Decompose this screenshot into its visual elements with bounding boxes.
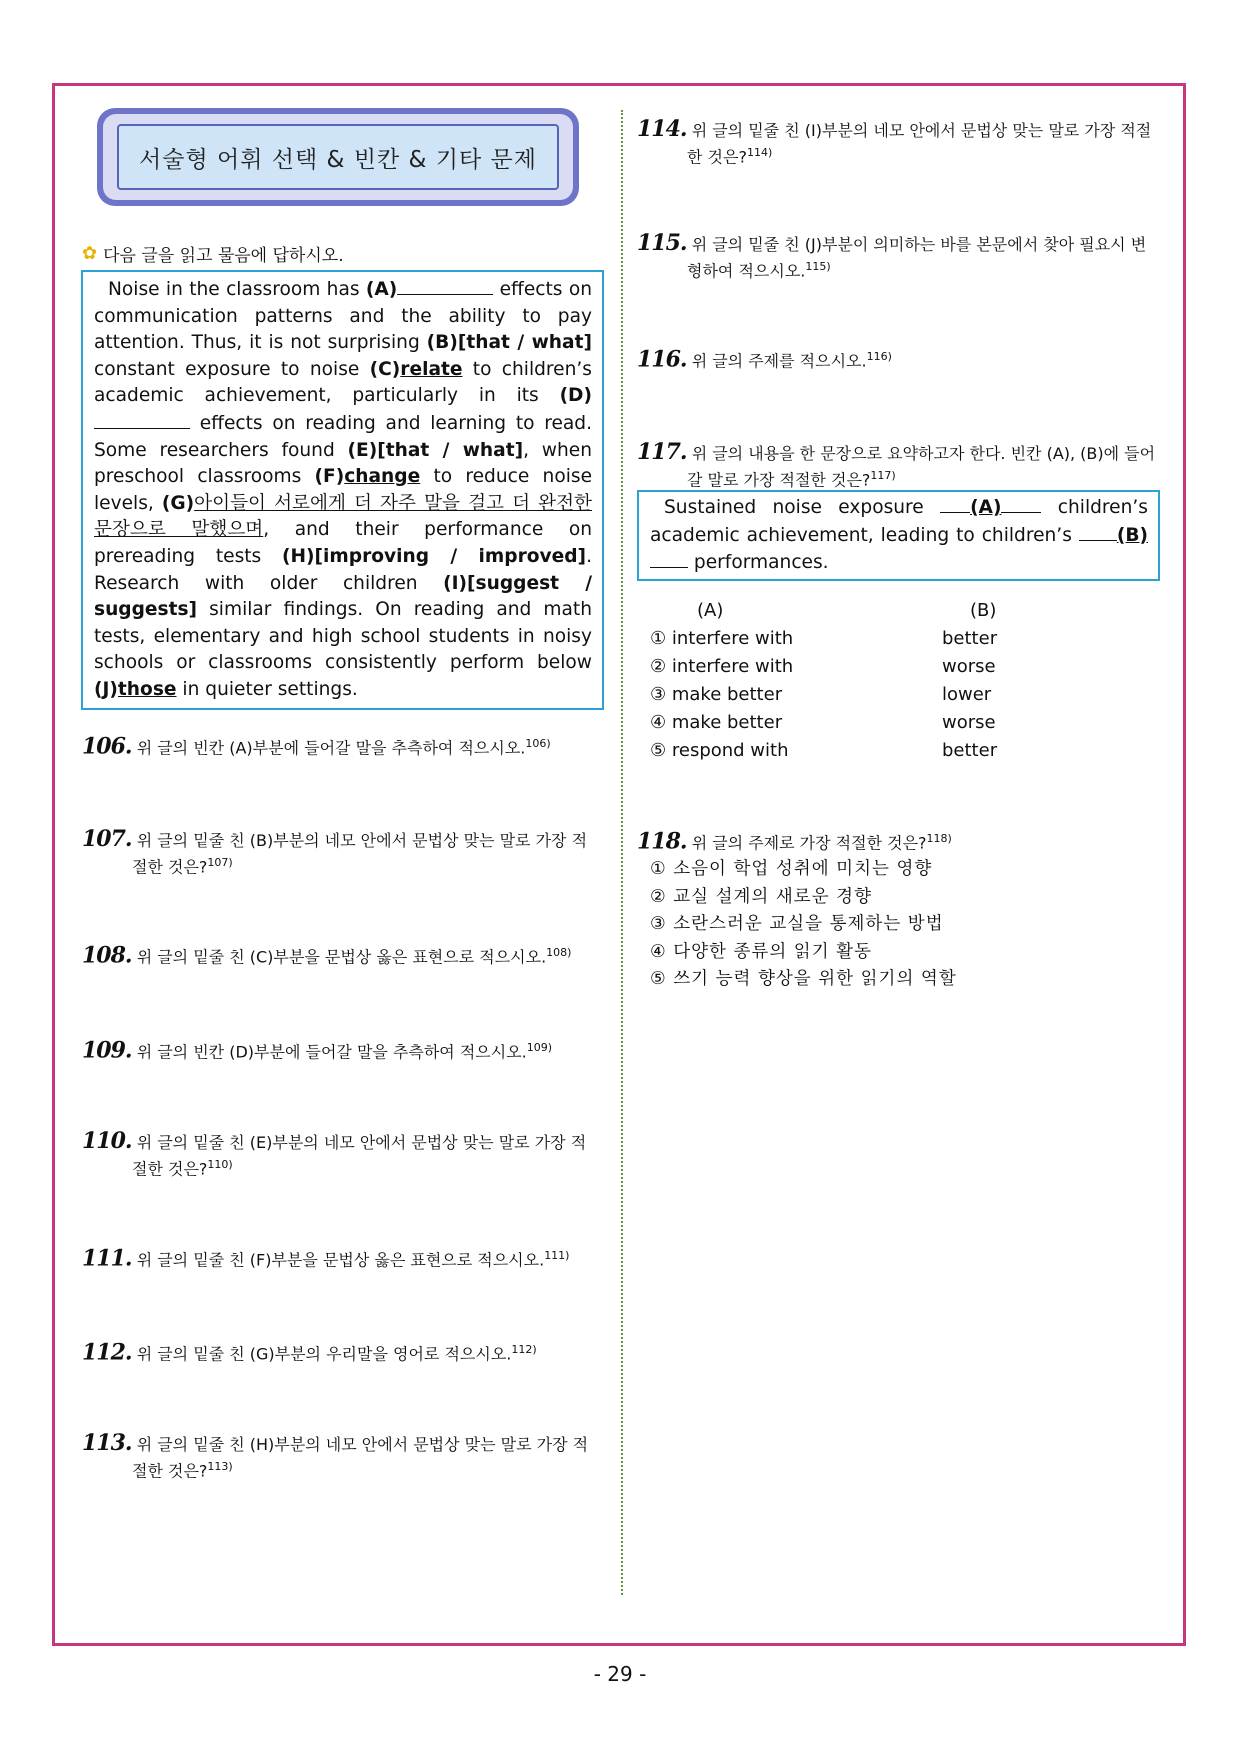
choice-2[interactable]: ② 교실 설계의 새로운 경향 <box>650 886 872 907</box>
korean-g: 아이들이 서로에게 더 자주 말을 걸고 더 완전한 문장으로 말했으며 <box>94 492 592 541</box>
label-j: (J) <box>94 678 118 700</box>
label-c: (C) <box>369 358 401 380</box>
summary-text: Sustained noise exposure (A) children’s academic achievement, leading to children’s (B) performances. <box>650 494 1148 577</box>
page-number: - 29 - <box>593 1662 647 1686</box>
word-c: relate <box>400 358 463 380</box>
label-h: (H)[improving / improved] <box>282 545 587 567</box>
option-3[interactable]: ③ make better lower <box>650 684 992 705</box>
question-114: 114. 위 글의 밑줄 친 (I)부분의 네모 안에서 문법상 맞는 말로 가장 적절 한 것은?$^{114)}$ <box>637 116 1152 167</box>
question-106: 106. 위 글의 빈칸 (A)부분에 들어갈 말을 추측하여 적으시오.$^{106)}$ <box>82 733 551 760</box>
label-g: (G) <box>161 492 195 514</box>
blank-d <box>94 410 190 429</box>
choice-4[interactable]: ④ 다양한 종류의 읽기 활동 <box>650 941 872 962</box>
option-5[interactable]: ⑤ respond with better <box>650 740 998 761</box>
question-110: 110. 위 글의 밑줄 친 (E)부분의 네모 안에서 문법상 맞는 말로 가장 적 절한 것은?$^{110)}$ <box>82 1128 587 1179</box>
section-title: 서술형 어휘 선택 & 빈칸 & 기타 문제 <box>117 124 559 190</box>
choice-3[interactable]: ③ 소란스러운 교실을 통제하는 방법 <box>650 914 944 934</box>
column-divider <box>621 110 623 1595</box>
option-2[interactable]: ② interfere with worse <box>650 656 996 677</box>
question-108: 108. 위 글의 밑줄 친 (C)부분을 문법상 옳은 표현으로 적으시오.$^{108)}$ <box>82 942 572 969</box>
section-title-badge <box>97 108 579 206</box>
question-118: 118. 위 글의 주제로 가장 적절한 것은?$^{118)}$ <box>637 828 952 855</box>
choice-5[interactable]: ⑤ 쓰기 능력 향상을 위한 읽기의 역할 <box>650 969 957 989</box>
summary-box <box>637 490 1160 581</box>
question-115: 115. 위 글의 밑줄 친 (J)부분이 의미하는 바를 본문에서 찾아 필요시 변 형하여 적으시오.$^{115)}$ <box>637 230 1147 281</box>
question-109: 109. 위 글의 빈칸 (D)부분에 들어갈 말을 추측하여 적으시오.$^{109)}$ <box>82 1037 553 1064</box>
question-111: 111. 위 글의 밑줄 친 (F)부분을 문법상 옳은 표현으로 적으시오.$^{111)}$ <box>82 1245 570 1272</box>
question-112: 112. 위 글의 밑줄 친 (G)부분의 우리말을 영어로 적으시오.$^{112)}$ <box>82 1339 537 1366</box>
q118-choices <box>650 856 957 994</box>
option-header-a: (A) <box>697 600 724 621</box>
label-e: (E)[that / what] <box>347 439 524 461</box>
word-f: change <box>344 466 421 488</box>
label-b: (B)[that / what] <box>426 332 592 354</box>
passage-text: Noise in the classroom has (A) effects on communication patterns and the ability to pay attention. Thus, it is not surprising (B)[that / what] constant exposure to noise (C)relate to children’s academic achievement, particularly in its (D) effects on reading and learning to read. Some researchers found (E)[that / what], when preschool classrooms (F)change to reduce noise levels, (G)아이들이 서로에게 더 자주 말을 걸고 더 완전한 문장으로 말했으며, and their performance on prereading tests (H)[improving / improved]. Research with older children (I)[suggest / suggests] similar findings. On reading and math tests, elementary and high school students in noisy schools or classrooms consistently perform below (J)those in quieter settings. <box>94 276 592 704</box>
option-4[interactable]: ④ make better worse <box>650 712 996 733</box>
word-j: those <box>117 678 177 700</box>
summary-label-a: (A) <box>970 497 1002 518</box>
question-117: 117. 위 글의 내용을 한 문장으로 요약하고자 한다. 빈칸 (A), (B)에 들어 갈 말로 가장 적절한 것은?$^{117)}$ <box>637 439 1156 490</box>
instruction <box>82 241 344 266</box>
choice-1[interactable]: ① 소음이 학업 성취에 미치는 영향 <box>650 859 933 879</box>
question-107: 107. 위 글의 밑줄 친 (B)부분의 네모 안에서 문법상 맞는 말로 가장 적 절한 것은?$^{107)}$ <box>82 826 588 877</box>
option-1[interactable]: ① interfere with better <box>650 628 998 649</box>
question-116: 116. 위 글의 주제를 적으시오.$^{116)}$ <box>637 346 892 373</box>
summary-label-b: (B) <box>1116 524 1148 546</box>
label-f: (F) <box>314 466 345 488</box>
passage-box <box>81 270 604 710</box>
option-header-b: (B) <box>970 600 997 621</box>
label-i: (I)[suggest / suggests] <box>94 572 592 621</box>
question-113: 113. 위 글의 밑줄 친 (H)부분의 네모 안에서 문법상 맞는 말로 가장 적 절한 것은?$^{113)}$ <box>82 1430 589 1481</box>
label-a: (A) <box>365 279 398 300</box>
blank-a <box>397 276 493 295</box>
instruction-text: 다음 글을 읽고 물음에 답하시오. <box>103 246 344 266</box>
flower-icon: ✿ <box>82 243 98 264</box>
label-d: (D) <box>559 385 592 407</box>
